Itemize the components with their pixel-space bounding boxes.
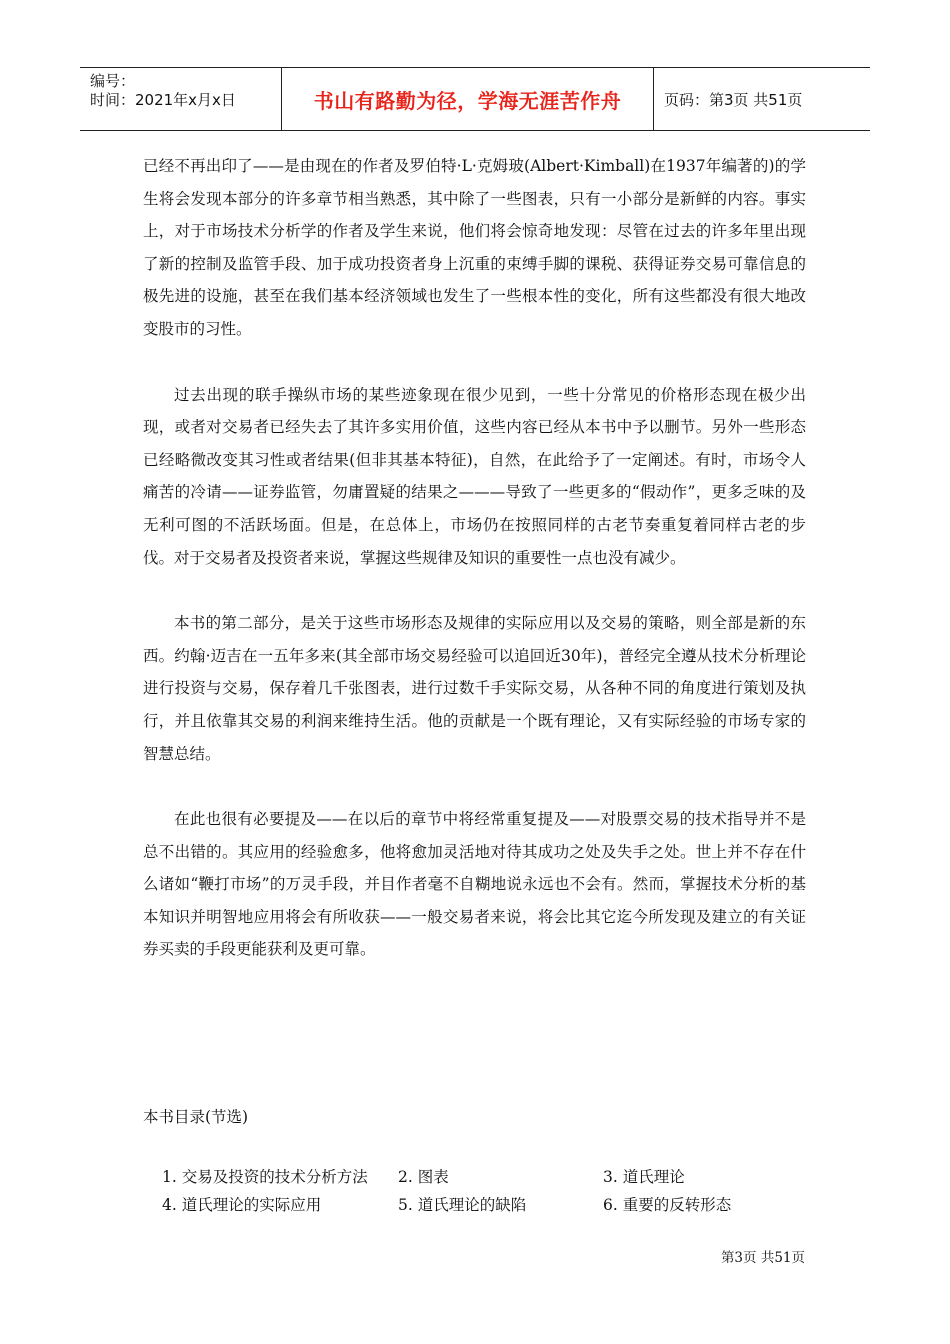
toc-row bbox=[162, 1162, 802, 1190]
paragraph-3: 本书的第二部分，是关于这些市场形态及规律的实际应用以及交易的策略，则全部是新的东西。约翰·迈吉在一五年多来(其全部市场交易经验可以追回近30年)，普经完全遵从技术分析理论进行投资与交易，保存着几千张图表，进行过数千手实际交易，从各种不同的角度进行策划及执行，并且依靠其交易的利润来维持生活。他的贡献是一个既有理论，又有实际经验的市场专家的智慧总结。 bbox=[143, 614, 806, 763]
table-of-contents bbox=[162, 1162, 802, 1218]
page-footer: 第3页 共51页 bbox=[720, 1250, 805, 1266]
toc-item: 4. 道氏理论的实际应用 bbox=[162, 1196, 322, 1214]
page-header bbox=[80, 67, 870, 131]
document-date: 时间：2021年x月x日 bbox=[90, 91, 236, 109]
header-motto: 书山有路勤为径，学海无涯苦作舟 bbox=[313, 88, 622, 113]
toc-row bbox=[162, 1190, 802, 1218]
header-meta bbox=[80, 68, 281, 130]
paragraph-2: 过去出现的联手操纵市场的某些迹象现在很少见到，一些十分常见的价格形态现在极少出现，或者对交易者已经失去了其许多实用价值，这些内容已经从本书中予以删节。另外一些形态已经略微改变其习性或者结果(但非其基本特征)，自然，在此给予了一定阐述。有时，市场令人痛苦的冷请——证券监管，勿庸置疑的结果之———导致了一些更多的“假动作”，更多乏味的及无利可图的不活跃场面。但是，在总体上，市场仍在按照同样的古老节奏重复着同样古老的步伐。对于交易者及投资者来说，掌握这些规律及知识的重要性一点也没有减少。 bbox=[143, 385, 806, 567]
body-text bbox=[143, 150, 806, 966]
document-number: 编号： bbox=[90, 72, 136, 90]
header-page-info: 页码：第3页 共51页 bbox=[664, 90, 803, 109]
toc-item: 5. 道氏理论的缺陷 bbox=[398, 1196, 527, 1214]
toc-item: 1. 交易及投资的技术分析方法 bbox=[162, 1168, 368, 1186]
toc-item: 2. 图表 bbox=[398, 1168, 449, 1186]
toc-item: 3. 道氏理论 bbox=[603, 1168, 685, 1186]
header-motto-cell bbox=[281, 68, 654, 130]
toc-item: 6. 重要的反转形态 bbox=[603, 1196, 732, 1214]
paragraph-4: 在此也很有必要提及——在以后的章节中将经常重复提及——对股票交易的技术指导并不是总不出错的。其应用的经验愈多，他将愈加灵活地对待其成功之处及失手之处。世上并不存在什么诸如“鞭打市场”的万灵手段，并目作者毫不自糊地说永远也不会有。然而，掌握技术分析的基本知识并明智地应用将会有所收获——一般交易者来说，将会比其它迄今所发现及建立的有关证券买卖的手段更能获利及更可靠。 bbox=[143, 810, 806, 959]
toc-title: 本书目录(节选) bbox=[143, 1108, 249, 1126]
paragraph-1: 已经不再出印了——是由现在的作者及罗伯特·L·克姆玻(Albert·Kimball)在1937年编著的)的学生将会发现本部分的许多章节相当熟悉，其中除了一些图表，只有一小部分是新鲜的内容。事实上，对于市场技术分析学的作者及学生来说，他们将会惊奇地发现：尽管在过去的许多年里出现了新的控制及监管手段、加于成功投资者身上沉重的束缚手脚的课税、获得证券交易可靠信息的极先进的设施，甚至在我们基本经济领域也发生了一些根本性的变化，所有这些都没有很大地改变股市的习性。 bbox=[143, 157, 806, 338]
